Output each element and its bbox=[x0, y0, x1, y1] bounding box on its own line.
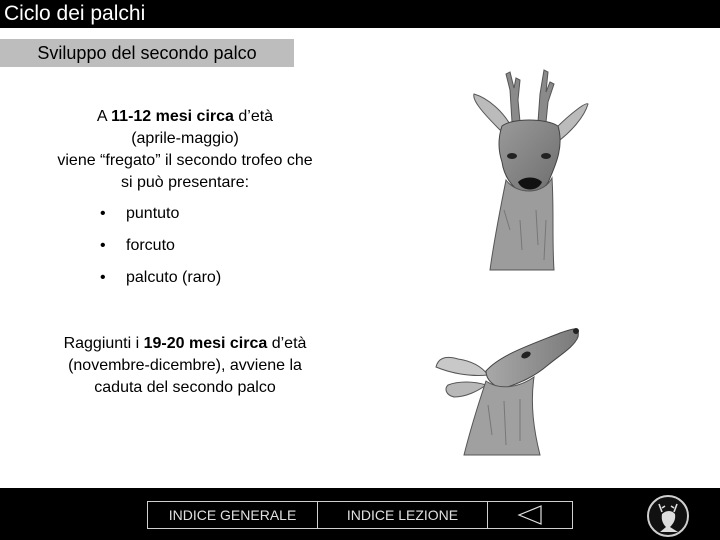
roe-buck-antlers-illustration bbox=[460, 60, 600, 275]
shedding-text-pre: Raggiunti i bbox=[63, 335, 144, 352]
indice-generale-button[interactable]: INDICE GENERALE bbox=[147, 501, 318, 529]
intro-paragraph bbox=[30, 106, 340, 194]
shedding-line-3: caduta del secondo palco bbox=[94, 379, 276, 396]
section-subtitle: Sviluppo del secondo palco bbox=[0, 39, 294, 67]
intro-line-4: si può presentare: bbox=[120, 174, 250, 191]
back-arrow-icon bbox=[517, 504, 543, 526]
intro-line-1 bbox=[30, 106, 340, 128]
bullet-icon: • bbox=[100, 205, 106, 222]
shedding-text-bold: 19-20 mesi circa bbox=[143, 335, 268, 352]
shedding-line-2: (novembre-dicembre), avviene la bbox=[68, 357, 302, 374]
deer-logo-icon[interactable] bbox=[646, 494, 690, 538]
indice-lezione-button[interactable]: INDICE LEZIONE bbox=[317, 501, 488, 529]
list-item-label: palcuto (raro) bbox=[126, 269, 222, 286]
intro-text-post: d’età bbox=[233, 108, 274, 125]
page-title: Ciclo dei palchi bbox=[0, 0, 720, 28]
intro-text-bold: 11-12 mesi circa bbox=[111, 108, 234, 125]
intro-text-pre: A bbox=[96, 108, 112, 125]
shedding-text-post: d’età bbox=[267, 335, 307, 352]
list-item bbox=[100, 266, 360, 298]
back-button[interactable] bbox=[487, 501, 573, 529]
shedding-line-1 bbox=[30, 333, 340, 355]
intro-line-3: viene “fregato” il secondo trofeo che bbox=[57, 152, 313, 169]
bullet-icon: • bbox=[100, 237, 106, 254]
list-item-label: puntuto bbox=[126, 205, 180, 222]
list-item bbox=[100, 234, 360, 266]
footer-bar bbox=[0, 488, 720, 540]
roe-deer-head-illustration bbox=[430, 315, 590, 460]
shedding-paragraph bbox=[30, 333, 340, 399]
intro-line-2: (aprile-maggio) bbox=[131, 130, 239, 147]
bullet-icon: • bbox=[100, 269, 106, 286]
list-item-label: forcuto bbox=[126, 237, 175, 254]
trophy-type-list bbox=[100, 202, 360, 298]
list-item bbox=[100, 202, 360, 234]
